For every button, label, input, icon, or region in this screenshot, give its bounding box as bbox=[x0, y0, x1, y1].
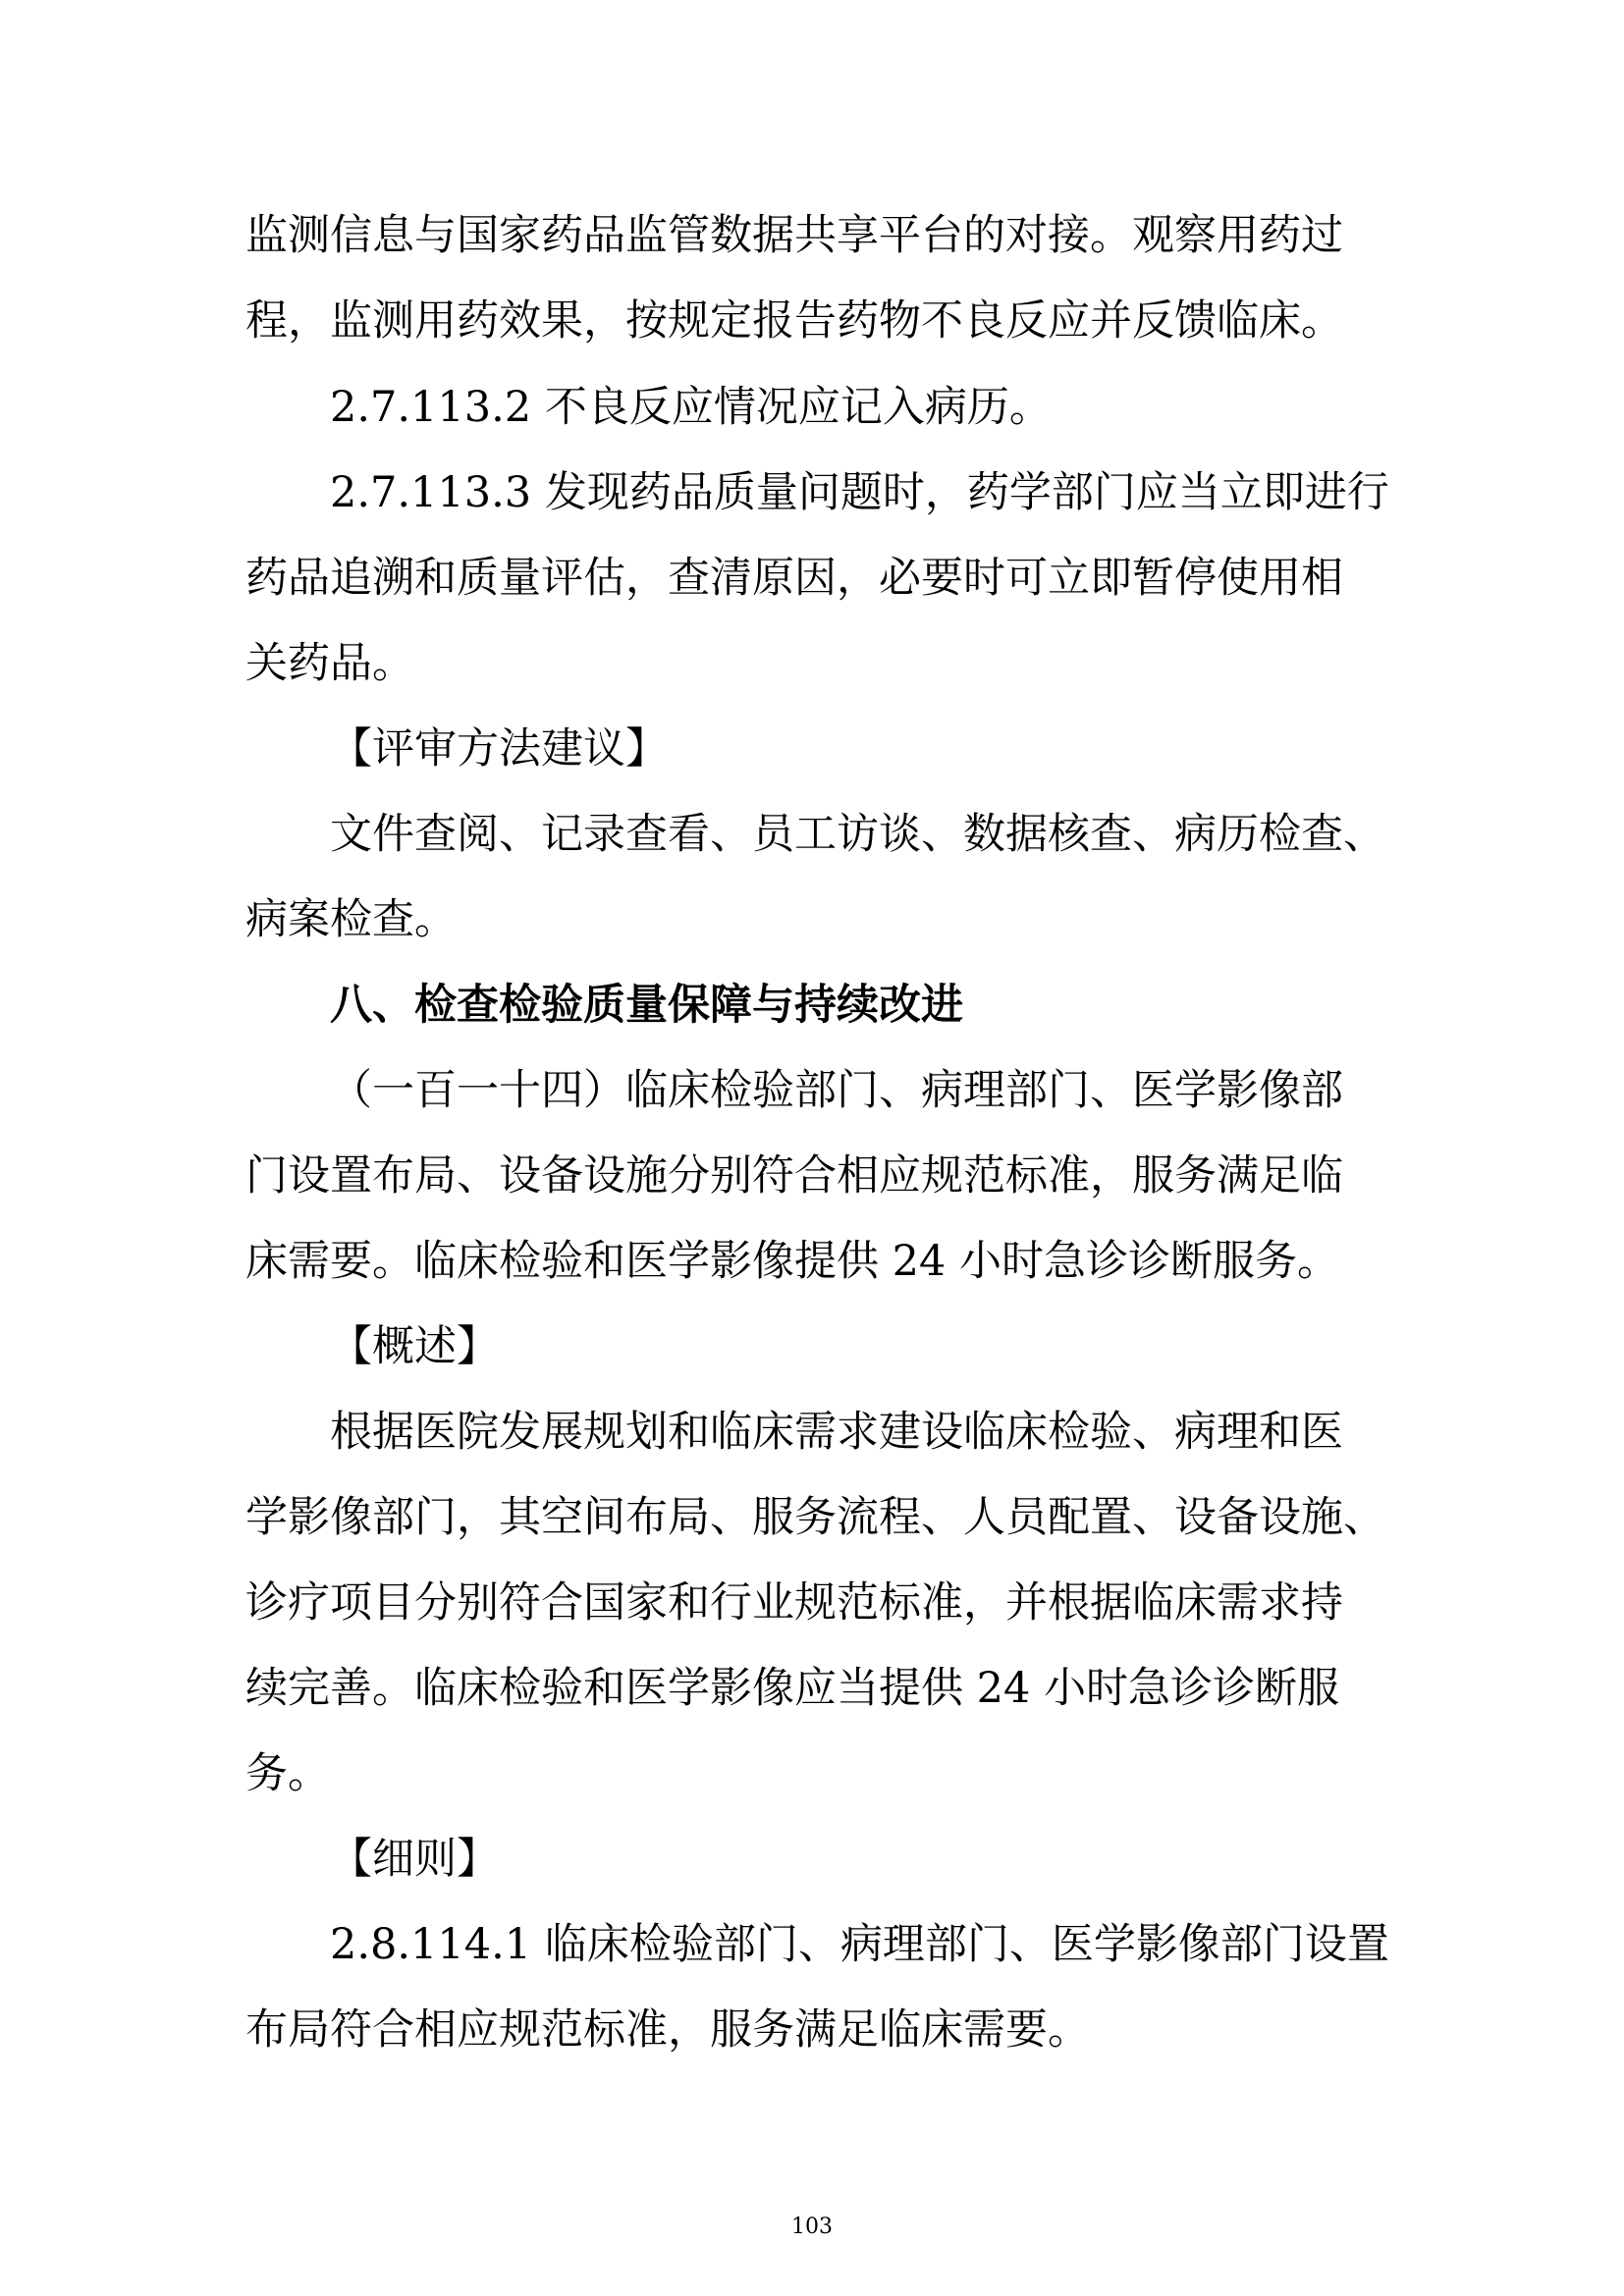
clause-2-8-114-1: 2.8.114.1 临床检验部门、病理部门、医学影像部门设置 bbox=[330, 1920, 1389, 1969]
text-line: 监测信息与国家药品监管数据共享平台的对接。观察用药过 bbox=[245, 211, 1343, 260]
text-line: 病案检查。 bbox=[245, 895, 457, 944]
text-line: 关药品。 bbox=[245, 639, 414, 688]
section-label-details: 【细则】 bbox=[330, 1835, 499, 1884]
text-line: 布局符合相应规范标准，服务满足临床需要。 bbox=[245, 2005, 1090, 2055]
text-line: 务。 bbox=[245, 1749, 330, 1798]
text-line: 学影像部门，其空间布局、服务流程、人员配置、设备设施、 bbox=[245, 1493, 1385, 1542]
text-line: 床需要。临床检验和医学影像提供 24 小时急诊诊断服务。 bbox=[245, 1237, 1340, 1286]
text-line: 诊疗项目分别符合国家和行业规范标准，并根据临床需求持 bbox=[245, 1578, 1343, 1628]
clause-2-7-113-2: 2.7.113.2 不良反应情况应记入病历。 bbox=[330, 383, 1052, 432]
section-label-review-methods: 【评审方法建议】 bbox=[330, 724, 668, 774]
section-label-overview: 【概述】 bbox=[330, 1322, 499, 1371]
text-line: 药品追溯和质量评估，查清原因，必要时可立即暂停使用相 bbox=[245, 554, 1343, 603]
section-heading: 八、检查检验质量保障与持续改进 bbox=[330, 981, 963, 1030]
text-line: 根据医院发展规划和临床需求建设临床检验、病理和医 bbox=[330, 1408, 1343, 1457]
text-line: 门设置布局、设备设施分别符合相应规范标准，服务满足临 bbox=[245, 1151, 1343, 1201]
text-line: 程，监测用药效果，按规定报告药物不良反应并反馈临床。 bbox=[245, 296, 1343, 346]
article-114-title: （一百一十四）临床检验部门、病理部门、医学影像部 bbox=[330, 1066, 1343, 1115]
text-line: 续完善。临床检验和医学影像应当提供 24 小时急诊诊断服 bbox=[245, 1664, 1340, 1713]
text-line: 文件查阅、记录查看、员工访谈、数据核查、病历检查、 bbox=[330, 810, 1385, 859]
document-page bbox=[245, 187, 1389, 2101]
page-number: 103 bbox=[791, 2215, 833, 2239]
clause-2-7-113-3: 2.7.113.3 发现药品质量问题时，药学部门应当立即进行 bbox=[330, 468, 1389, 517]
